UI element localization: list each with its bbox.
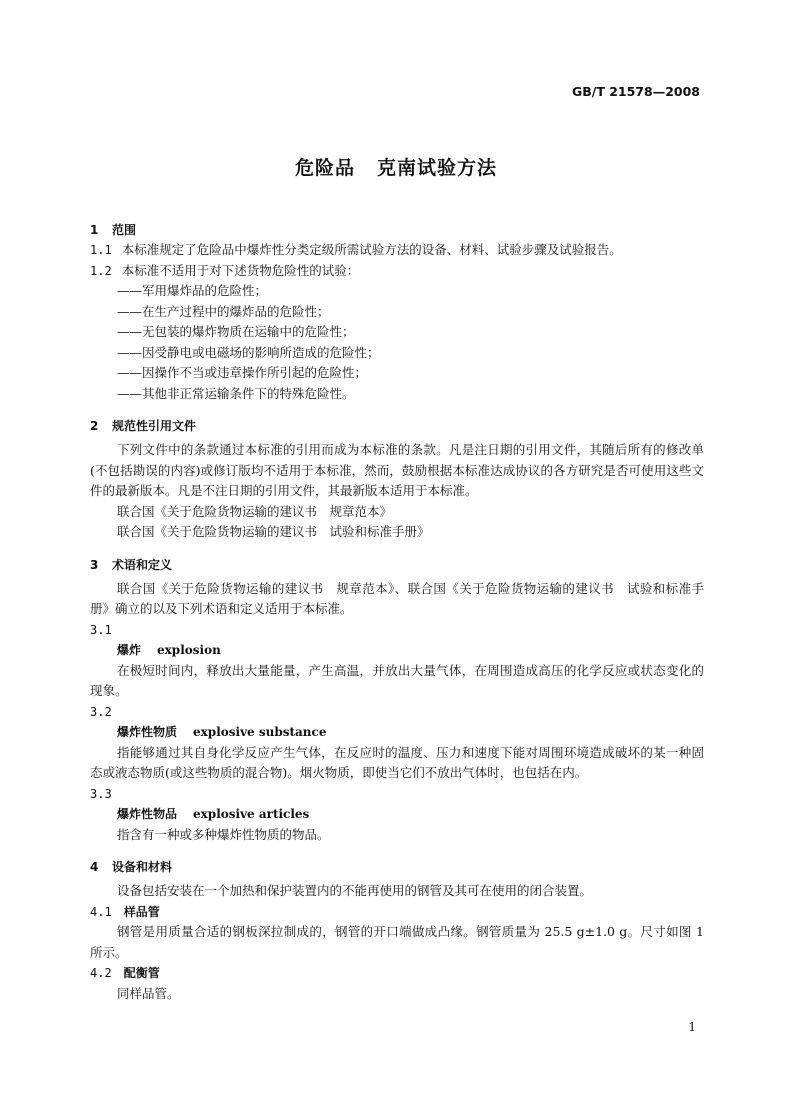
section-3-number: 3 — [90, 557, 99, 572]
list-item: ——无包装的爆炸物质在运输中的危险性； — [117, 324, 355, 339]
term-3-2-definition: 指能够通过其自身化学反应产生气体，在反应时的温度、压力和速度下能对周围环境造成破坏的某一种固态或液态物质(或这些物质的混合物)。烟火物质，即使当它们不放出气体时，也包括在内。 — [90, 744, 704, 780]
list-item: ——其他非正常运输条件下的特殊危险性。 — [117, 385, 355, 401]
term-3-3-number: 3.3 — [90, 786, 112, 801]
section-3-title: 术语和定义 — [112, 557, 173, 572]
term-3-1-chinese: 爆炸 — [117, 643, 142, 657]
subsection-4-2-heading — [90, 963, 704, 984]
section-1-heading — [90, 220, 704, 240]
term-3-2 — [90, 722, 704, 743]
subsection-4-2-text: 同样品管。 — [117, 985, 180, 1001]
section-1-title: 范围 — [112, 223, 137, 237]
subsection-4-2-number: 4.2 — [90, 966, 112, 980]
standard-number: GB/T 21578—2008 — [571, 84, 700, 99]
clause-1-2-text: 本标准不适用于对下述货物危险性的试验： — [121, 262, 360, 278]
reference-2: 联合国《关于危险货物运输的建议书 试验和标准手册》 — [117, 524, 430, 539]
section-3-heading — [90, 555, 704, 575]
subsection-4-1-title: 样品管 — [123, 904, 160, 919]
list-item: ——军用爆炸品的危险性； — [117, 283, 268, 298]
term-3-3 — [90, 804, 704, 825]
subsection-4-2-title: 配衡管 — [123, 966, 160, 980]
clause-1-2 — [90, 261, 704, 282]
document-title — [0, 153, 792, 180]
section-4-title: 设备和材料 — [112, 860, 173, 874]
subsection-4-1-heading — [90, 902, 704, 923]
term-3-3-definition: 指含有一种或多种爆炸性物质的物品。 — [117, 826, 330, 842]
term-3-3-english: explosive articles — [193, 807, 310, 821]
term-3-1-english: explosion — [157, 643, 221, 657]
clause-1-1-text: 本标准规定了危险品中爆炸性分类定级所需试验方法的设备、材料、试验步骤及试验报告。 — [121, 242, 622, 257]
term-3-2-number: 3.2 — [90, 704, 112, 719]
list-item: ——在生产过程中的爆炸品的危险性； — [117, 303, 330, 319]
section-2-paragraph: 下列文件中的条款通过本标准的引用而成为本标准的条款。凡是注日期的引用文件，其随后所有的修改单(不包括勘误的内容)或修订版均不适用于本标准，然而，鼓励根据本标准达成协议的各方研究是否可使用这些文件的最新版本。凡是不注日期的引用文件，其最新版本适用于本标准。 — [90, 442, 704, 498]
term-3-1 — [90, 640, 704, 661]
section-2-number: 2 — [90, 419, 99, 433]
section-1-number: 1 — [90, 223, 99, 237]
reference-1: 联合国《关于危险货物运输的建议书 规章范本》 — [117, 503, 393, 519]
subsection-4-1-number: 4.1 — [90, 904, 112, 919]
clause-1-1-number: 1.1 — [90, 243, 112, 257]
title-part-1: 危险品 — [294, 157, 355, 179]
term-3-1-definition: 在极短时间内，释放出大量能量，产生高温，并放出大量气体，在周围造成高压的化学反应或状态变化的现象。 — [90, 662, 704, 698]
term-3-2-chinese: 爆炸性物质 — [117, 725, 178, 739]
section-4-number: 4 — [90, 860, 99, 874]
term-3-1-number: 3.1 — [90, 622, 112, 637]
section-2-heading — [90, 416, 704, 436]
subsection-4-1-text: 钢管是用质量合适的钢板深拉制成的，钢管的开口端做成凸缘。钢管质量为 25.5 g±1.0 g。尺寸如图 1 所示。 — [90, 924, 704, 960]
page-number: 1 — [688, 1020, 696, 1034]
title-part-2: 克南试验方法 — [377, 157, 498, 179]
section-4-heading — [90, 857, 704, 877]
section-2-title: 规范性引用文件 — [112, 419, 197, 433]
list-item: ——因受静电或电磁场的影响所造成的危险性； — [117, 344, 380, 360]
document-body — [90, 210, 704, 1004]
section-3-paragraph: 联合国《关于危险货物运输的建议书 规章范本》、联合国《关于危险货物运输的建议书 试验和标准手册》确立的以及下列术语和定义适用于本标准。 — [90, 580, 704, 616]
list-item: ——因操作不当或违章操作所引起的危险性； — [117, 365, 368, 380]
term-3-3-chinese: 爆炸性物品 — [117, 807, 178, 821]
term-3-2-english: explosive substance — [193, 725, 327, 739]
section-4-paragraph: 设备包括安装在一个加热和保护装置内的不能再使用的钢管及其可在使用的闭合装置。 — [117, 883, 593, 898]
clause-1-2-number: 1.2 — [90, 263, 112, 278]
clause-1-1 — [90, 240, 704, 261]
